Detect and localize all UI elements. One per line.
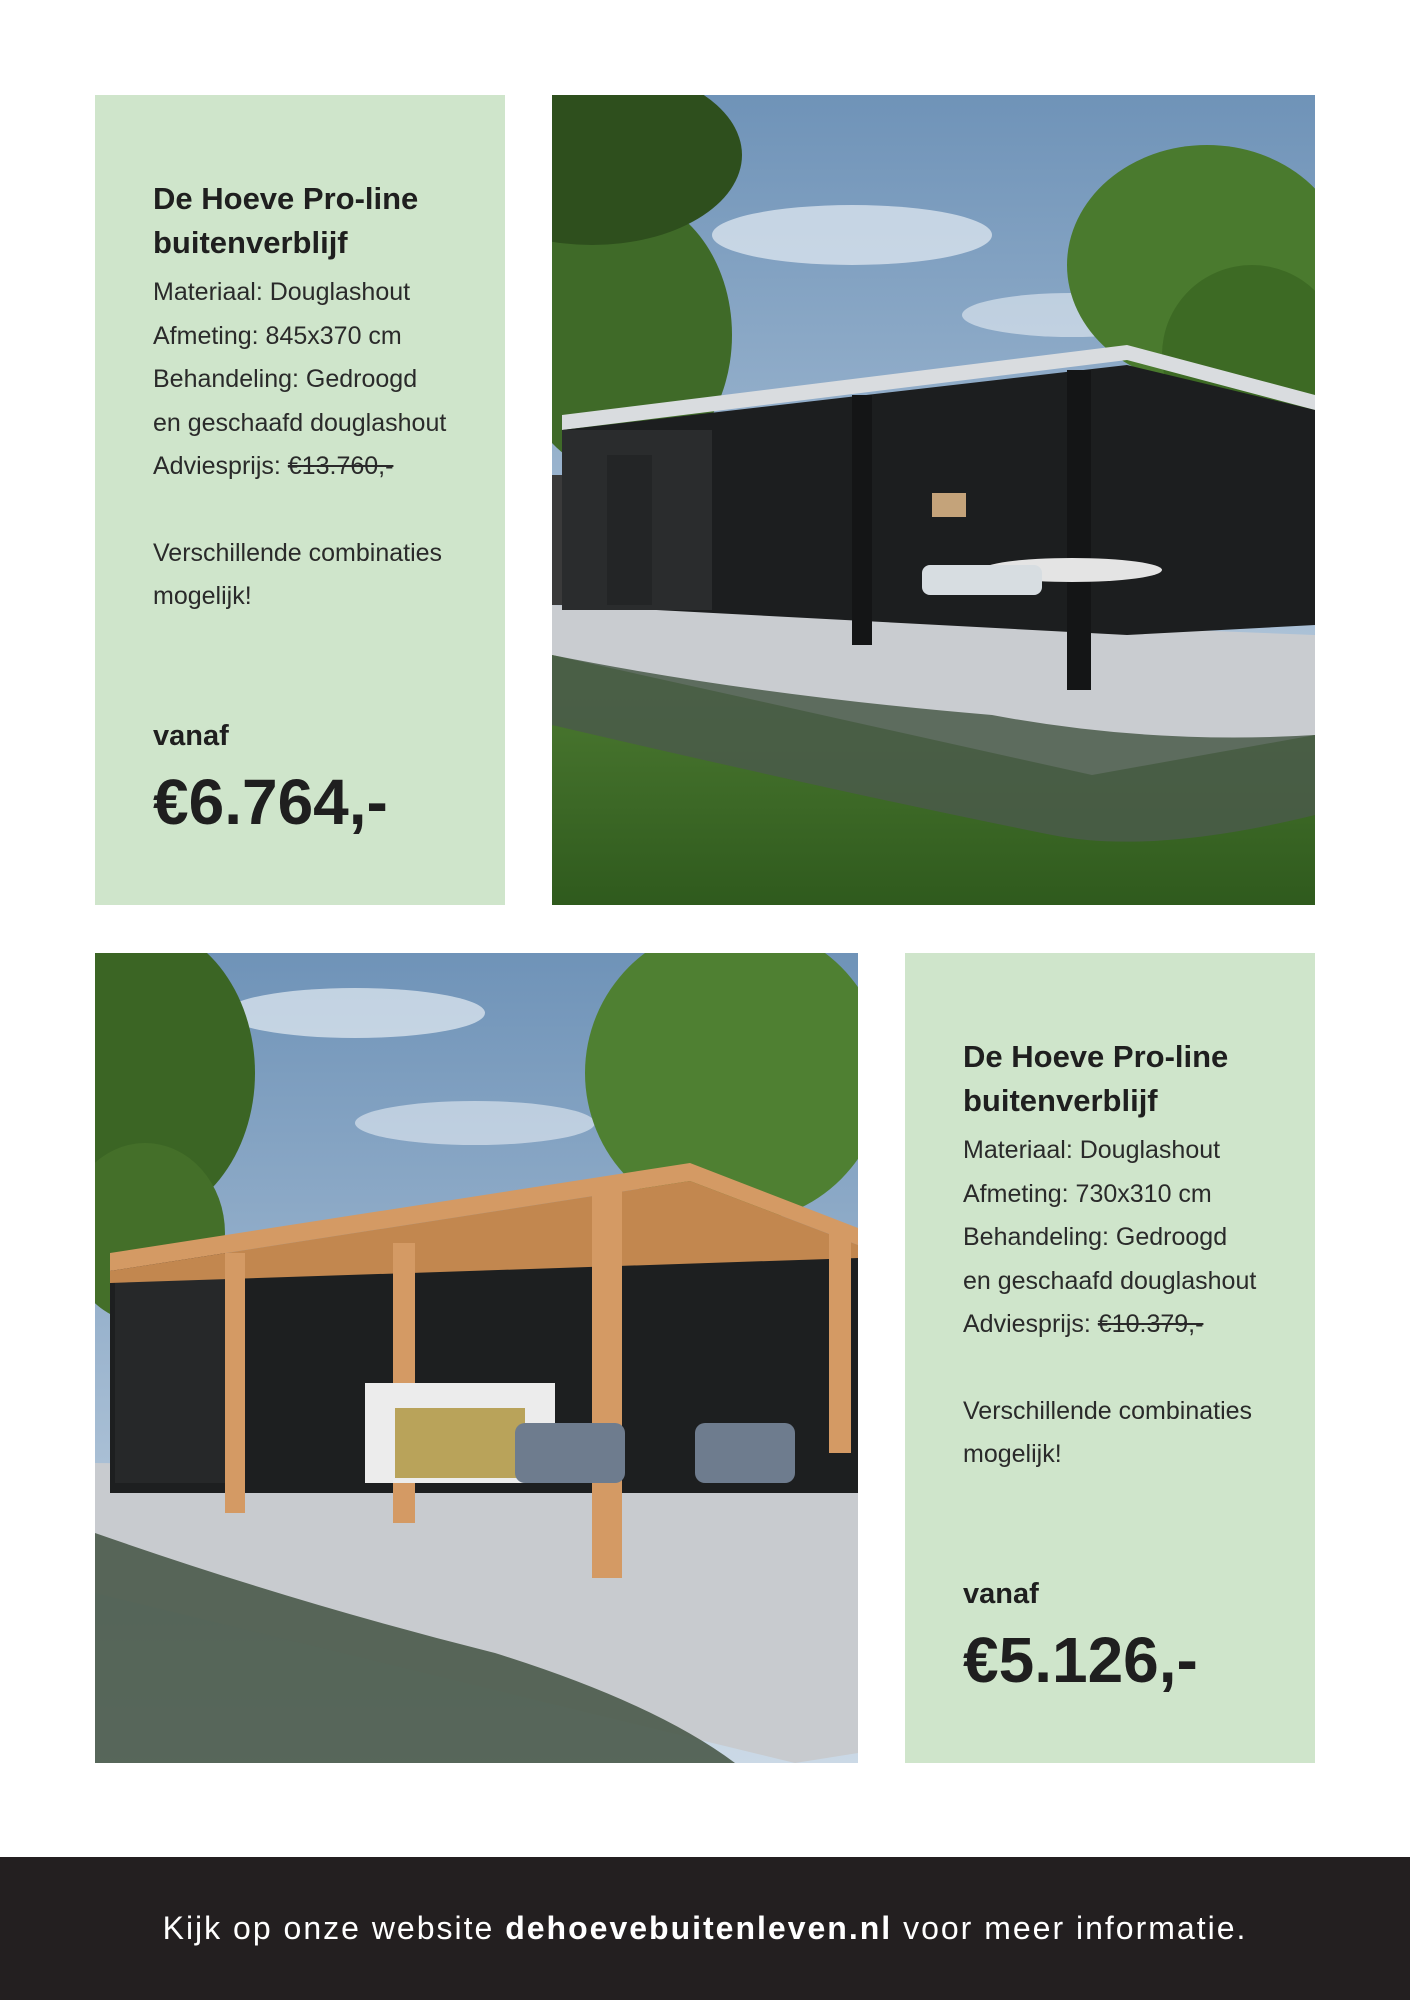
dark-garden-house-image <box>552 95 1315 905</box>
product-2-combo-line2: mogelijk! <box>963 1440 1062 1468</box>
product-2-advice-price-line <box>963 1303 1315 1347</box>
product-1-dimension: Afmeting: 845x370 cm <box>153 321 402 350</box>
footer-suffix: voor meer informatie. <box>903 1910 1248 1946</box>
product-2-combo-line1: Verschillende combinaties <box>963 1396 1253 1425</box>
product-1-advice-price-line <box>153 445 505 489</box>
product-1-title-line2: buitenverblijf <box>153 225 348 260</box>
product-2-treatment-line1: Behandeling: Gedroogd <box>963 1223 1228 1251</box>
product-2-dimension: Afmeting: 730x310 cm <box>963 1179 1212 1208</box>
product-1-advice-price: €13.760,- <box>287 452 394 480</box>
product-1-price: €6.764,- <box>153 766 388 838</box>
product-1-combinations <box>153 532 505 619</box>
product-2-advice-label: Adviesprijs: <box>963 1310 1091 1338</box>
footer-prefix: Kijk op onze website <box>162 1910 495 1946</box>
product-2-title-line2: buitenverblijf <box>963 1083 1158 1118</box>
product-2-photo <box>95 953 858 1763</box>
footer-banner <box>0 1857 1410 2000</box>
product-2-treatment-line2: en geschaafd douglashout <box>963 1266 1257 1295</box>
product-1-photo <box>552 95 1315 905</box>
product-1-treatment-line2: en geschaafd douglashout <box>153 408 447 437</box>
footer-website-link[interactable]: dehoevebuitenleven.nl <box>505 1910 893 1946</box>
product-1-info-panel <box>95 95 505 905</box>
product-2-combinations <box>963 1390 1315 1477</box>
product-2-price: €5.126,- <box>963 1624 1198 1696</box>
product-1-material: Materiaal: Douglashout <box>153 278 411 306</box>
product-1-treatment-line1: Behandeling: Gedroogd <box>153 365 418 393</box>
product-1-title-line1: De Hoeve Pro-line <box>153 181 419 216</box>
product-2-advice-price: €10.379,- <box>1097 1310 1204 1338</box>
product-1-from-label: vanaf <box>153 720 229 752</box>
product-1-advice-label: Adviesprijs: <box>153 452 281 480</box>
product-2-title-line1: De Hoeve Pro-line <box>963 1039 1229 1074</box>
wood-roof-garden-house-image <box>95 953 858 1763</box>
product-1-combo-line2: mogelijk! <box>153 582 252 610</box>
product-2-material: Materiaal: Douglashout <box>963 1136 1221 1164</box>
product-2-from-label: vanaf <box>963 1578 1039 1610</box>
product-2-info-panel <box>905 953 1315 1763</box>
product-1-combo-line1: Verschillende combinaties <box>153 538 443 567</box>
